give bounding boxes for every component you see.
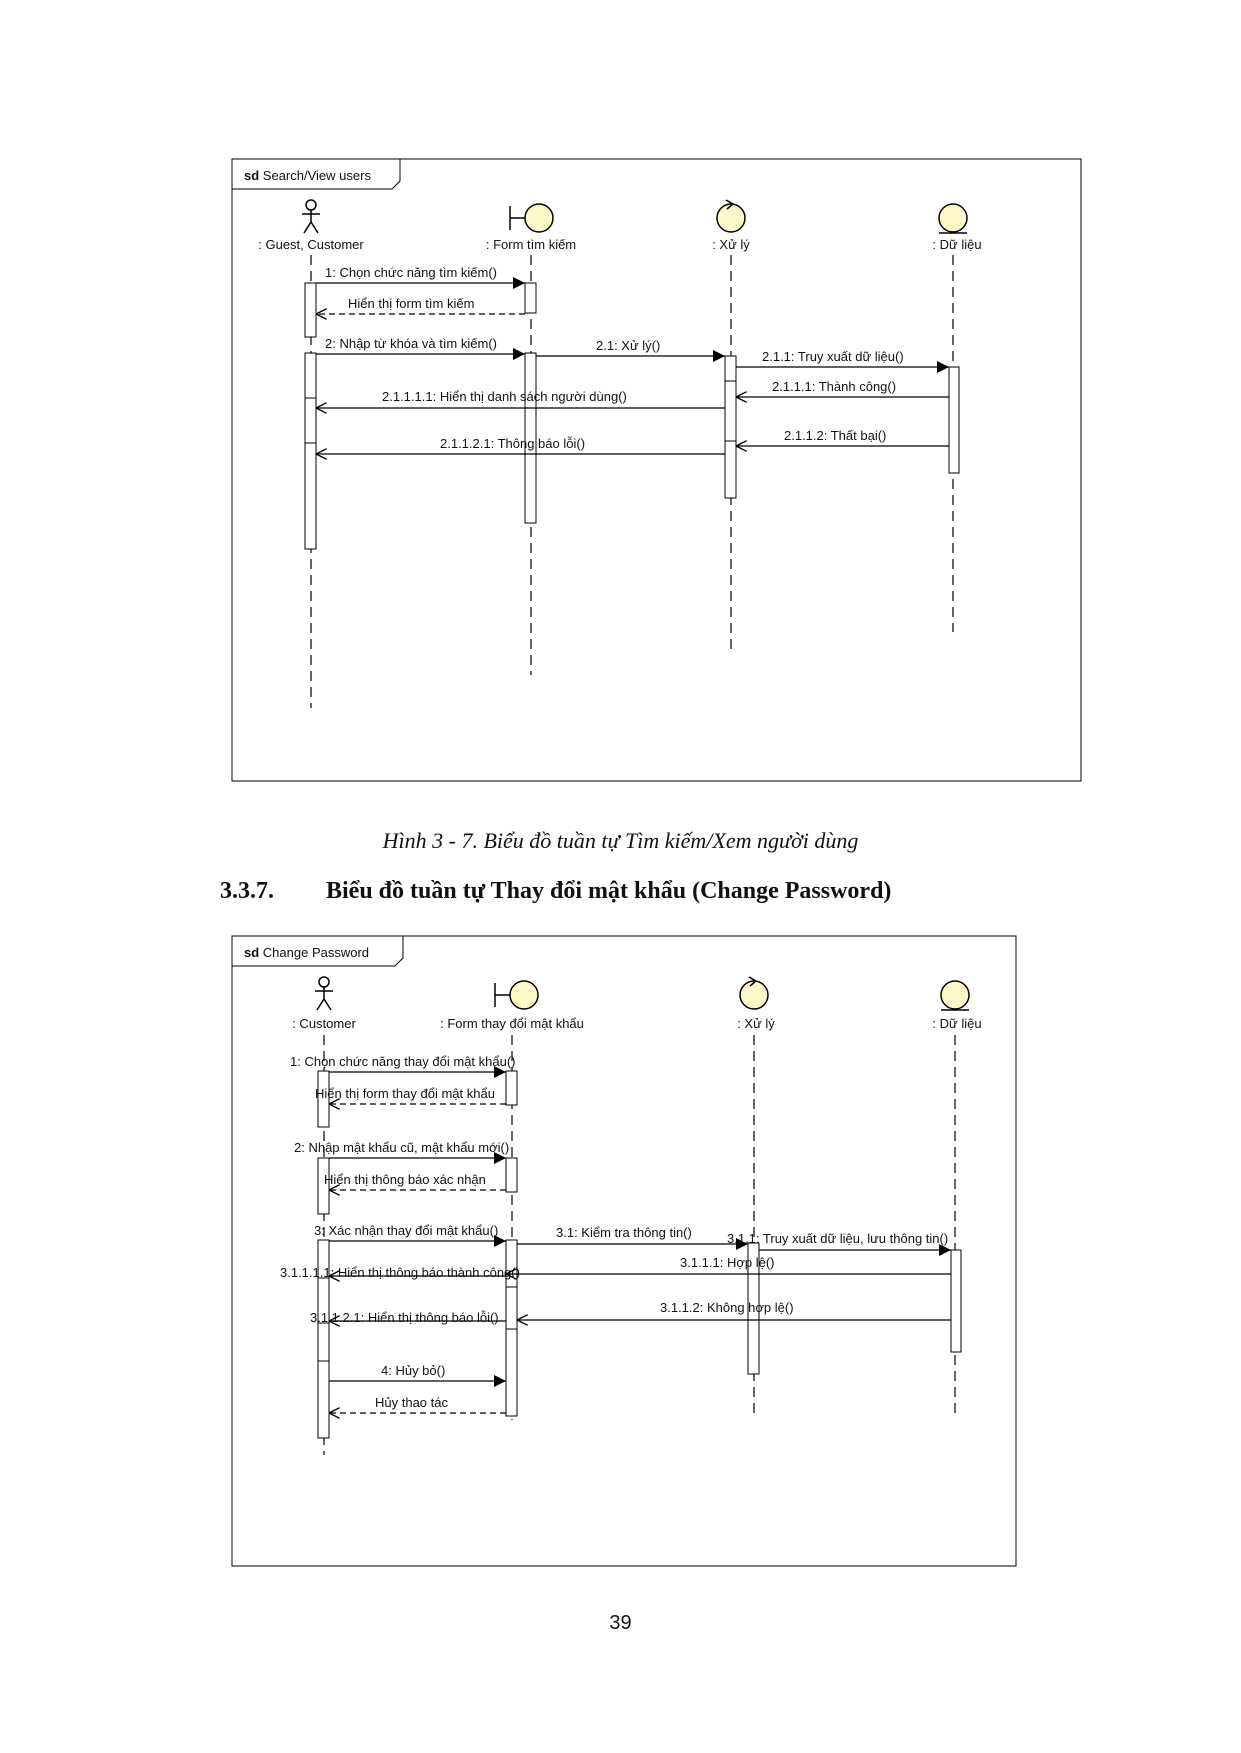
svg-text:3.1.1: Truy xuất dữ liệu, lưu: 3.1.1: Truy xuất dữ liệu, lưu thông tin() [727,1231,949,1246]
lifeline-boundary-label: : Form thay đổi mật khẩu [440,1016,584,1031]
activation-bars [318,1071,961,1438]
lifeline-actor-label: : Guest, Customer [258,237,364,252]
lifeline-control-label: : Xử lý [737,1016,775,1031]
actor-icon [315,977,333,1010]
svg-text:Hiển thị thông báo xác nhận: Hiển thị thông báo xác nhận [324,1172,486,1187]
control-icon [717,200,745,232]
svg-text:1: Chọn chức năng thay đổi mật: 1: Chọn chức năng thay đổi mật khẩu() [290,1054,516,1069]
frame-label: sd Search/View users [244,168,371,183]
svg-text:2.1.1.1.1: Hiển thị danh sách: 2.1.1.1.1: Hiển thị danh sách người dùng() [382,389,627,404]
actor-icon [302,200,320,233]
svg-text:2: Nhập từ khóa và tìm kiếm(): 2: Nhập từ khóa và tìm kiếm() [325,336,497,351]
svg-text:3.1.1.1.1: Hiển thị thông báo: 3.1.1.1.1: Hiển thị thông báo thành công() [280,1265,520,1280]
frame-label: sd Change Password [244,945,370,960]
svg-text:2.1.1.2: Thất bại(): 2.1.1.2: Thất bại() [784,428,887,443]
section-heading [220,878,891,905]
message-labels [325,265,904,451]
svg-text:3.1: Kiểm tra thông tin(): 3.1: Kiểm tra thông tin() [556,1225,692,1240]
lifeline-boundary-label: : Form tìm kiếm [485,237,577,252]
svg-text:3: Xác nhận thay đổi mật khẩu(: 3: Xác nhận thay đổi mật khẩu() [314,1223,499,1238]
message-labels [280,1054,948,1410]
lifeline-entity-label: : Dữ liệu [932,1016,982,1031]
svg-text:2.1.1: Truy xuất dữ liệu(): 2.1.1: Truy xuất dữ liệu() [762,349,904,364]
svg-text:3.1.1.2: Không hợp lệ(): 3.1.1.2: Không hợp lệ() [660,1300,794,1315]
page-number: 39 [609,1612,632,1634]
figure-caption: Hình 3 - 7. Biểu đồ tuần tự Tìm kiếm/Xem người dùng [382,828,859,853]
entity-icon [941,981,969,1010]
svg-text:3.1.1.1: Hợp lệ(): 3.1.1.1: Hợp lệ() [680,1255,775,1270]
svg-text:Hiển thị form thay đổi mật khẩ: Hiển thị form thay đổi mật khẩu [315,1086,495,1101]
lifelines [311,255,953,708]
svg-text:4: Hủy bỏ(): 4: Hủy bỏ() [381,1363,446,1378]
section-title: Biểu đồ tuần tự Thay đổi mật khẩu (Change Password) [326,878,892,904]
svg-text:2: Nhập mật khẩu cũ, mật khẩu: 2: Nhập mật khẩu cũ, mật khẩu mới() [294,1140,510,1155]
svg-text:2.1.1.1: Thành công(): 2.1.1.1: Thành công() [772,379,897,394]
svg-text:2.1.1.2.1: Thông báo lỗi(): 2.1.1.2.1: Thông báo lỗi() [440,436,586,451]
svg-text:2.1: Xử lý(): 2.1: Xử lý() [596,338,661,353]
svg-text:3.1.1.2.1: Hiển thị thông báo: 3.1.1.2.1: Hiển thị thông báo lỗi() [310,1310,499,1325]
boundary-icon [510,204,553,232]
entity-icon [939,204,967,233]
sequence-diagram-change-password [232,936,1016,1566]
svg-text:Hiển thị form tìm kiếm: Hiển thị form tìm kiếm [348,296,475,311]
section-number: 3.3.7. [220,878,274,904]
control-icon [740,977,768,1009]
lifeline-actor-label: : Customer [292,1016,356,1031]
svg-text:Hủy thao tác: Hủy thao tác [375,1395,448,1410]
activation-bars [305,283,959,549]
svg-text:1: Chọn chức năng tìm kiếm(): 1: Chọn chức năng tìm kiếm() [325,265,497,280]
sequence-diagram-search [232,159,1081,781]
boundary-icon [495,981,538,1009]
lifeline-entity-label: : Dữ liệu [932,237,982,252]
lifeline-control-label: : Xử lý [712,237,750,252]
